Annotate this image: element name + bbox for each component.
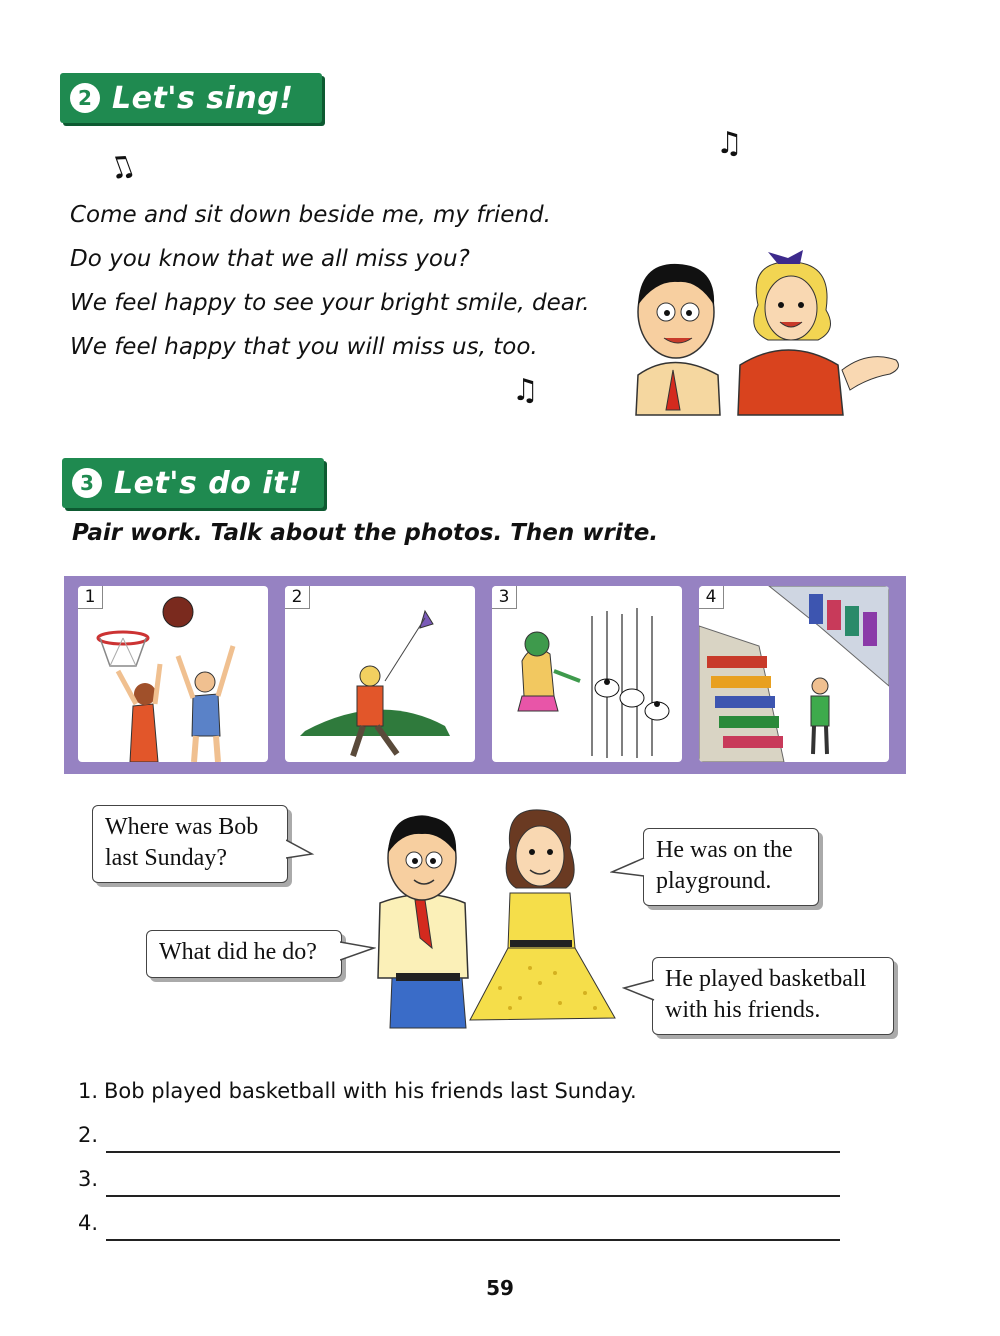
lyric-line: Come and sit down beside me, my friend. [70, 202, 551, 228]
photo-strip [64, 576, 906, 774]
lyric-line: We feel happy that you will miss us, too. [70, 334, 538, 360]
bubble-tail [622, 978, 656, 1004]
photo-shop [699, 586, 889, 762]
activity-instruction: Pair work. Talk about the photos. Then write. [72, 520, 659, 546]
photo-number: 1 [78, 586, 103, 609]
speech-bubble-answer-2: He played basketball with his friends. [652, 957, 894, 1035]
speech-bubble-answer-1: He was on the playground. [643, 828, 819, 906]
talking-children-illustration [370, 808, 620, 1033]
answer-line[interactable] [106, 1239, 840, 1241]
photo-number: 2 [285, 586, 310, 609]
exercise-answer: Bob played basketball with his friends last Sunday. [104, 1079, 637, 1103]
answer-line[interactable] [106, 1151, 840, 1153]
photo-number: 4 [699, 586, 724, 609]
photo-zoo [492, 586, 682, 762]
page-number: 59 [486, 1276, 514, 1300]
song-lyrics [70, 195, 590, 371]
exercise-number: 3. [78, 1167, 99, 1191]
section-number: 3 [72, 468, 102, 498]
singing-children-illustration [628, 250, 908, 420]
photo-basketball [78, 586, 268, 762]
music-note-icon: ♫ [716, 126, 743, 161]
speech-bubble-question-2: What did he do? [146, 930, 342, 978]
bubble-tail [286, 838, 316, 862]
music-note-icon: ♫ [512, 373, 539, 408]
exercise-number: 2. [78, 1123, 99, 1147]
lyric-line: We feel happy to see your bright smile, dear. [70, 290, 590, 316]
photo-number: 3 [492, 586, 517, 609]
section-header-do-it [62, 458, 324, 508]
section-header-sing [60, 73, 322, 123]
music-note-icon: ♫ [102, 146, 141, 189]
lyric-line: Do you know that we all miss you? [70, 246, 470, 272]
exercise-number: 1. [78, 1079, 99, 1103]
photo-kite [285, 586, 475, 762]
exercise-number: 4. [78, 1211, 99, 1235]
speech-bubble-question-1: Where was Bob last Sunday? [92, 805, 288, 883]
answer-line[interactable] [106, 1195, 840, 1197]
section-title: Let's sing! [112, 80, 294, 116]
section-title: Let's do it! [114, 465, 303, 501]
section-number: 2 [70, 83, 100, 113]
